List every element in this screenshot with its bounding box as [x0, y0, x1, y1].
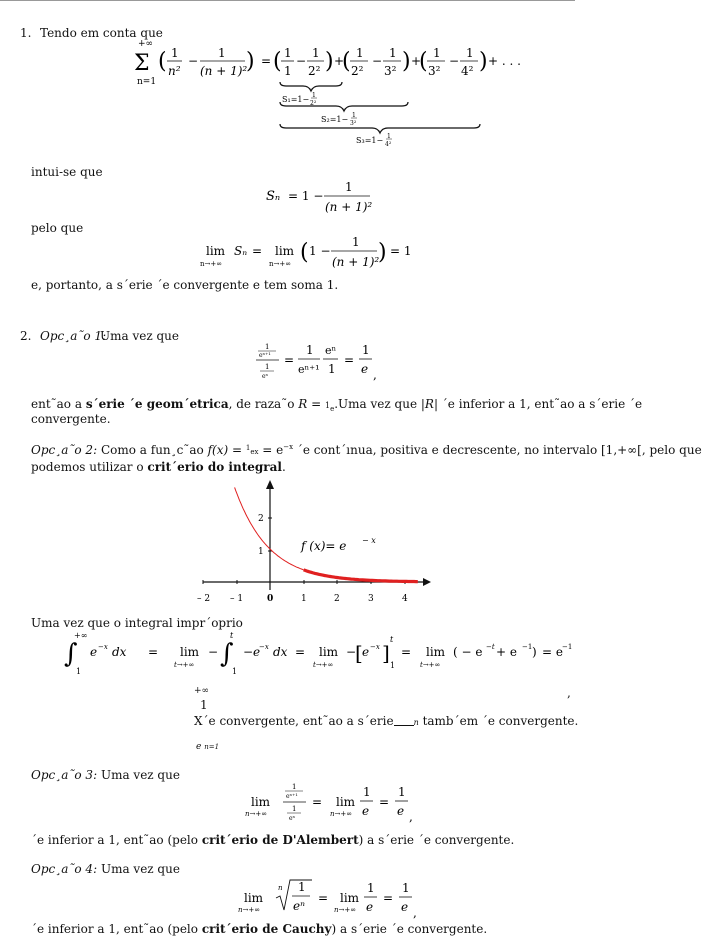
cauchy-equation [236, 876, 426, 922]
item-2-number: 2. [20, 329, 32, 343]
graph-function-exponent: − x [362, 536, 376, 545]
integral-criterion-bold: crit´erio do integral [147, 460, 282, 474]
svg-text:): ) [325, 49, 334, 74]
curve-from-one [304, 570, 418, 582]
svg-text:= 1 −: = 1 − [288, 189, 324, 203]
svg-text:eⁿ: eⁿ [325, 344, 337, 357]
svg-text:+ e: + e [496, 645, 517, 659]
svg-text:(n + 1)²: (n + 1)² [332, 255, 380, 269]
telescoping-sum-equation [128, 36, 528, 148]
limit-equation [200, 233, 440, 279]
svg-text:eⁿ⁺¹: eⁿ⁺¹ [259, 352, 271, 359]
minus-sign: − [188, 54, 199, 68]
y-tick-label-2: 2 [258, 514, 264, 524]
svg-text:,: , [413, 906, 417, 920]
svg-text:e: e [397, 804, 405, 818]
svg-text:1: 1 [398, 785, 406, 799]
svg-text:1: 1 [232, 667, 238, 676]
svg-text:1 −: 1 − [309, 244, 331, 258]
broken-subscript: e n=1 [196, 742, 220, 752]
paren-close: ) [246, 49, 255, 74]
svg-text:1: 1 [466, 46, 474, 60]
p1-den-a: 1 [284, 64, 292, 78]
brace-s1 [280, 82, 342, 91]
svg-text:lim: lim [180, 645, 200, 659]
svg-text:t→+∞: t→+∞ [313, 661, 334, 669]
item-1-conclusion: e, portanto, a s´erie ´e convergente e tem soma 1. [31, 278, 339, 292]
svg-text:+∞: +∞ [74, 631, 88, 640]
geometric-series-line-2: convergente. [31, 412, 111, 426]
svg-text:Sₙ: Sₙ [266, 189, 281, 204]
svg-text:+: + [411, 54, 422, 68]
x-tick-label-2: 2 [334, 594, 340, 604]
svg-text:−x: −x [370, 643, 380, 651]
ratio-equation [254, 340, 394, 384]
svg-text:,: , [373, 368, 377, 382]
improper-integral-equation [60, 630, 580, 676]
broken-sentence: X´e convergente, ent˜ao a s´erie n tamb´em ´e convergente. [194, 714, 579, 728]
option-3-label: Opc¸a˜o 3: [31, 768, 98, 782]
svg-text:2²: 2² [310, 100, 317, 107]
svg-text:1: 1 [76, 667, 82, 676]
brace-s3 [280, 124, 480, 133]
svg-text:−e: −e [243, 645, 261, 659]
svg-text:1: 1 [328, 362, 336, 376]
broken-one: 1 [200, 698, 208, 712]
svg-text:−1: −1 [522, 643, 533, 651]
option-3-line: Opc¸a˜o 3: Uma vez que [31, 768, 180, 782]
x-tick-label-m1: – 1 [230, 594, 244, 604]
svg-text:1: 1 [363, 785, 371, 799]
x-tick-label-0: 0 [267, 594, 274, 604]
svg-text:e: e [90, 645, 98, 659]
sum-lower-limit: n=1 [137, 77, 157, 87]
geometric-series-bold: s´erie ´e geom´etrica [85, 397, 229, 411]
svg-text:1: 1 [362, 343, 370, 357]
svg-text:]: ] [382, 641, 390, 665]
y-tick-label-1: 1 [258, 547, 264, 557]
brace-s3-label: S₃=1− [356, 136, 384, 145]
equals-sign: = [261, 54, 272, 68]
svg-text:): ) [532, 645, 537, 659]
svg-text:1: 1 [312, 92, 316, 99]
svg-text:1: 1 [389, 46, 397, 60]
paren-open: ( [158, 49, 167, 74]
svg-text:=: = [379, 795, 390, 809]
svg-text:=: = [252, 244, 263, 258]
svg-text:lim: lim [275, 244, 295, 258]
intui-text: intui-se que [31, 165, 103, 179]
svg-text:=: = [383, 891, 394, 905]
svg-text:∫: ∫ [220, 639, 234, 669]
svg-text:1: 1 [352, 112, 356, 119]
svg-text:1: 1 [356, 46, 364, 60]
broken-upper-infinity: +∞ [194, 686, 210, 696]
svg-text:−: − [449, 54, 460, 68]
svg-text:e: e [362, 645, 370, 659]
svg-text:−: − [372, 54, 383, 68]
svg-text:=: = [284, 353, 295, 367]
svg-text:eⁿ: eⁿ [262, 373, 269, 380]
svg-text:): ) [402, 49, 411, 74]
svg-text:dx: dx [273, 645, 288, 659]
svg-text:t→+∞: t→+∞ [174, 661, 195, 669]
p2-den-b: 3² [384, 64, 397, 78]
svg-text:): ) [378, 240, 387, 265]
svg-text:lim: lim [251, 795, 271, 809]
svg-text:1: 1 [306, 343, 314, 357]
svg-text:−: − [208, 645, 219, 659]
svg-text:t: t [230, 631, 234, 640]
x-tick-label-1: 1 [301, 594, 307, 604]
p2-den-a: 2² [351, 64, 364, 78]
improper-integral-intro: Uma vez que o integral impr´oprio [31, 616, 243, 630]
pelo-text: pelo que [31, 221, 84, 235]
svg-text:eⁿ⁺¹: eⁿ⁺¹ [286, 793, 298, 800]
option-4-conclusion: ´e inferior a 1, ent˜ao (pelo crit´erio de Cauchy) a s´erie ´e convergente. [31, 922, 488, 936]
svg-text:=: = [148, 645, 159, 659]
svg-text:1: 1 [265, 343, 270, 351]
svg-text:(n + 1)²: (n + 1)² [325, 200, 373, 214]
svg-text:1: 1 [345, 180, 353, 194]
option-1-label: Opc¸a˜o 1: [40, 329, 107, 343]
svg-text:−t: −t [486, 643, 495, 651]
term-num-b: 1 [218, 46, 226, 60]
svg-text:−: − [296, 54, 307, 68]
svg-text:e: e [366, 900, 374, 914]
dalembert-equation [243, 780, 423, 826]
svg-text:eⁿ: eⁿ [289, 815, 296, 822]
svg-text:[: [ [355, 641, 363, 665]
svg-text:1: 1 [433, 46, 441, 60]
svg-text:n→+∞: n→+∞ [269, 260, 292, 268]
svg-text:3²: 3² [350, 120, 357, 127]
svg-text:lim: lim [319, 645, 339, 659]
sum-upper-limit: +∞ [138, 39, 154, 49]
svg-text:1: 1 [387, 133, 391, 140]
cauchy-criterion-bold: crit´erio de Cauchy [201, 922, 332, 936]
svg-text:(: ( [300, 240, 309, 265]
geometric-series-line: ent˜ao a s´erie ´e geom´etrica, de raza˜o $R = 1_e.Uma$ vez que |R| ´e inferior a 1, ent˜ao a s´erie ´e [31, 397, 643, 413]
sn-equation [262, 178, 382, 218]
p1-den-b: 2² [308, 64, 321, 78]
exponential-graph [195, 478, 435, 608]
term-den-a: n² [168, 64, 181, 78]
svg-text:1: 1 [292, 805, 297, 813]
svg-text:dx: dx [112, 645, 127, 659]
svg-text:n→+∞: n→+∞ [334, 906, 357, 914]
option-3-conclusion: ´e inferior a 1, ent˜ao (pelo crit´erio de D'Alembert) a s´erie ´e convergente. [31, 833, 515, 847]
svg-text:1: 1 [402, 881, 410, 895]
svg-text:1: 1 [292, 783, 297, 791]
brace-s1-label: S₁=1− [282, 95, 310, 104]
svg-text:1: 1 [312, 46, 320, 60]
option-2-label: Opc¸a˜o 2: [31, 443, 98, 457]
svg-text:4²: 4² [385, 141, 392, 148]
svg-text:1: 1 [352, 235, 360, 249]
svg-text:e: e [401, 900, 409, 914]
svg-text:−x: −x [98, 643, 108, 651]
svg-text:(: ( [342, 49, 351, 74]
ellipsis: + . . . [488, 54, 521, 68]
option-4-line: Opc¸a˜o 4: Uma vez que [31, 862, 180, 876]
svg-text:Sₙ: Sₙ [234, 244, 248, 258]
brace-s2-label: S₂=1− [321, 115, 349, 124]
svg-text:+: + [334, 54, 345, 68]
svg-text:=: = [312, 795, 323, 809]
svg-text:lim: lim [244, 891, 264, 905]
svg-text:n→+∞: n→+∞ [330, 810, 353, 818]
svg-text:(: ( [419, 49, 428, 74]
p3-den-b: 4² [461, 64, 474, 78]
svg-text:e: e [361, 362, 369, 376]
integral-sign: ∫ [64, 639, 78, 669]
svg-text:,: , [409, 810, 413, 824]
curve-full [235, 487, 304, 570]
graph-function-label: f (x)= e [301, 539, 347, 553]
svg-text:e: e [362, 804, 370, 818]
top-rule [0, 0, 575, 1]
svg-text:lim: lim [206, 244, 226, 258]
dalembert-criterion-bold: crit´erio de D'Alembert [201, 833, 359, 847]
svg-text:= 1: = 1 [390, 244, 412, 258]
svg-text:): ) [479, 49, 488, 74]
svg-text:−1: −1 [562, 643, 573, 651]
item-1-number: 1. [20, 26, 32, 40]
sigma-symbol: Σ [134, 51, 150, 76]
svg-text:−: − [346, 645, 357, 659]
svg-text:= e: = e [542, 645, 563, 659]
svg-text:=: = [344, 353, 355, 367]
svg-text:lim: lim [336, 795, 356, 809]
svg-text:=: = [295, 645, 306, 659]
svg-text:1: 1 [367, 881, 375, 895]
svg-text:1: 1 [298, 880, 306, 894]
svg-text:lim: lim [340, 891, 360, 905]
svg-text:n→+∞: n→+∞ [238, 906, 261, 914]
svg-text:eⁿ: eⁿ [293, 899, 305, 913]
svg-text:−x: −x [259, 643, 269, 651]
p3-den-a: 3² [428, 64, 441, 78]
svg-text:(: ( [273, 49, 282, 74]
svg-text:t: t [390, 635, 394, 644]
x-tick-label-4: 4 [402, 594, 408, 604]
x-tick-label-3: 3 [368, 594, 374, 604]
svg-text:lim: lim [426, 645, 446, 659]
option-2-line: Opc¸a˜o 2: Como a fun¸c˜ao $f(x) = ^1ex = e^{-x}$ ´e cont´ınua, positiva e decrescente, no intervalo [1,+∞[, pelo que [31, 443, 702, 457]
term-num-a: 1 [171, 46, 179, 60]
x-tick-label-m2: – 2 [197, 594, 211, 604]
svg-text:=: = [318, 891, 329, 905]
svg-text:eⁿ⁺¹: eⁿ⁺¹ [298, 363, 320, 376]
term-den-b: (n + 1)² [200, 64, 248, 78]
broken-comma: , [567, 686, 571, 700]
item-1-intro: Tendo em conta que [40, 26, 163, 40]
svg-text:( − e: ( − e [453, 645, 483, 659]
svg-text:n: n [278, 884, 283, 892]
option-1-text: Uma vez que [100, 329, 179, 343]
svg-text:n→+∞: n→+∞ [200, 260, 223, 268]
svg-text:t→+∞: t→+∞ [420, 661, 441, 669]
svg-text:1: 1 [265, 363, 270, 371]
svg-text:n→+∞: n→+∞ [245, 810, 268, 818]
svg-text:1: 1 [390, 661, 396, 670]
option-2-line-2: podemos utilizar o crit´erio do integral. [31, 460, 286, 474]
svg-text:=: = [401, 645, 412, 659]
svg-text:1: 1 [284, 46, 292, 60]
option-4-label: Opc¸a˜o 4: [31, 862, 98, 876]
